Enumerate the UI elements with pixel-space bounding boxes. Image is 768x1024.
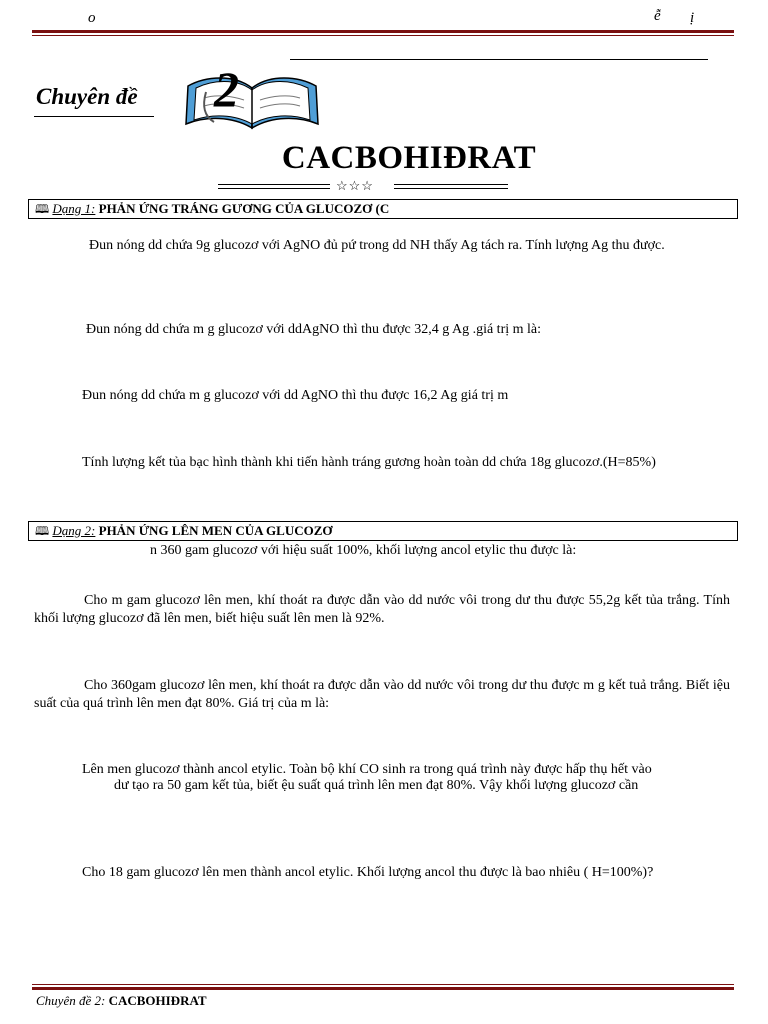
divider-stars: ☆☆☆ xyxy=(336,178,374,193)
page-title: CACBOHIĐRAT xyxy=(281,140,537,176)
header-right-text-2: ị xyxy=(690,10,695,26)
problem-text: Đun nóng dd chứa m g glucozơ với ddAgNO thì thu được 32,4 g Ag .giá trị m là: xyxy=(86,322,541,337)
problem-text: n 360 gam glucozơ với hiệu suất 100%, khối lượng ancol etylic thu được là: xyxy=(150,543,577,558)
footer-rule xyxy=(32,984,734,990)
section-title: PHẢN ỨNG LÊN MEN CỦA GLUCOZƠ xyxy=(98,523,333,538)
problem-text: dư tạo ra 50 gam kết tủa, biết ệu suất quá trình lên men đạt 80%. Vậy khối lượng glucozơ cần xyxy=(114,778,639,793)
header-left-text: o xyxy=(88,10,96,26)
open-book-icon: 🕮 xyxy=(35,524,50,538)
title-divider xyxy=(218,178,508,194)
problem-text: Đun nóng dd chứa 9g glucozơ với AgNO đủ pứ trong dd NH thấy Ag tách ra. Tính lượng Ag thu được. xyxy=(89,238,665,253)
book-icon xyxy=(182,61,322,136)
title-underline xyxy=(290,59,708,60)
footer-label: Chuyên đề 2: xyxy=(36,993,106,1008)
problem-text: Lên men glucozơ thành ancol etylic. Toàn bộ khí CO sinh ra trong quá trình này được hấp thụ hết vào xyxy=(82,762,652,777)
chuyen-de-underline xyxy=(34,116,154,117)
section-header-dang-1 xyxy=(28,199,738,219)
footer xyxy=(36,993,207,1009)
problem-text: Cho 360gam glucozơ lên men, khí thoát ra được dẫn vào dd nước vôi trong dư thu được m g kết tuả trắng. Biết iệu suất của quá trình lên men đạt 80%. Giá trị của m là: xyxy=(34,678,730,711)
header-rule xyxy=(32,30,734,36)
section-header-dang-2 xyxy=(28,521,738,541)
topic-number: 2 xyxy=(214,61,239,117)
section-dang-label: Dạng 1: xyxy=(52,201,96,216)
section-title: PHẢN ỨNG TRÁNG GƯƠNG CỦA GLUCOZƠ (C xyxy=(98,201,390,216)
problem-text: Đun nóng dd chứa m g glucozơ với dd AgNO thì thu được 16,2 Ag giá trị m xyxy=(82,388,509,403)
problem-text: Cho 18 gam glucozơ lên men thành ancol etylic. Khối lượng ancol thu được là bao nhiêu ( H=100%)? xyxy=(82,865,654,880)
problem-text: Cho m gam glucozơ lên men, khí thoát ra được dẫn vào dd nước vôi trong dư thu được 55,2g kết tủa trắng. Tính khối lượng glucozơ đã lên men, biết hiệu suất lên men là 92%. xyxy=(34,593,730,626)
open-book-icon: 🕮 xyxy=(35,202,50,216)
header-right-text: ễ xyxy=(654,8,661,24)
chuyen-de-label: Chuyên đề xyxy=(36,84,138,109)
section-dang-label: Dạng 2: xyxy=(52,523,96,538)
problem-text: Tính lượng kết tủa bạc hình thành khi tiến hành tráng gương hoàn toàn dd chứa 18g glucozơ.(H=85%) xyxy=(82,455,656,470)
footer-title: CACBOHIĐRAT xyxy=(108,993,207,1008)
